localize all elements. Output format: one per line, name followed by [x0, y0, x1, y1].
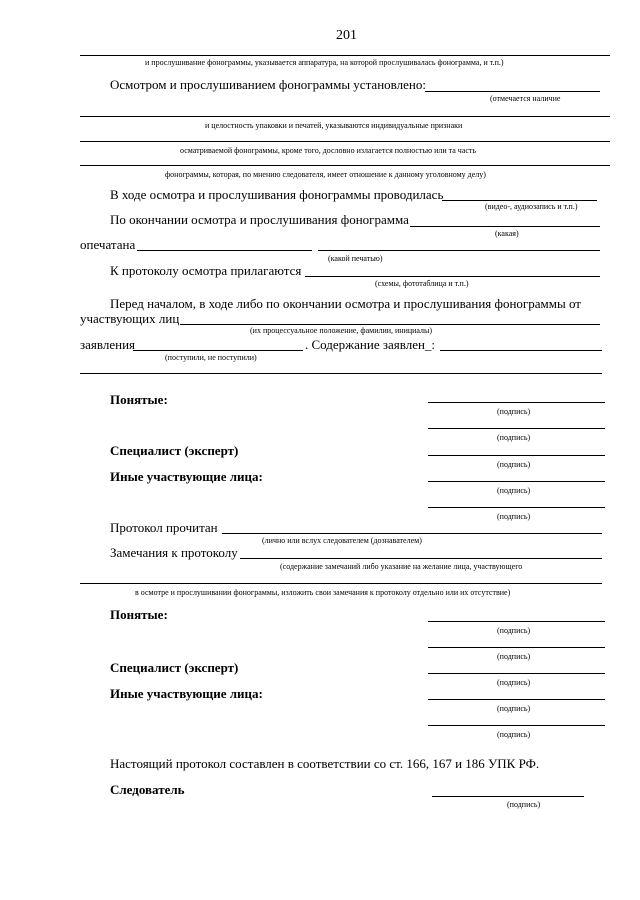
caption-signature: (подпись) [497, 730, 531, 739]
caption-signature: (подпись) [497, 486, 531, 495]
caption-signature: (подпись) [497, 704, 531, 713]
label-witnesses: Понятые: [110, 392, 168, 407]
caption-received: (поступили, не поступили) [165, 353, 257, 362]
page-number: 201 [336, 28, 357, 43]
fill-line[interactable] [180, 324, 600, 325]
label-statements: заявления [80, 337, 136, 352]
fill-line[interactable] [133, 350, 303, 351]
label-investigator: Следователь [110, 782, 185, 797]
label-sealed: опечатана [80, 237, 136, 252]
caption-signature: (подпись) [507, 800, 541, 809]
fill-line[interactable] [442, 200, 597, 201]
signature-line[interactable] [428, 725, 605, 726]
fill-line[interactable] [80, 165, 610, 166]
fill-line[interactable] [80, 583, 602, 584]
caption-signature: (подпись) [497, 678, 531, 687]
label-attached: К протоколу осмотра прилагаются [110, 263, 302, 278]
caption-remarks: (содержание замечаний либо указание на желание лица, участвующего [280, 562, 523, 571]
label-protocol-read: Протокол прочитан [110, 520, 218, 535]
fill-line[interactable] [305, 276, 600, 277]
caption-seal: (какой печатью) [328, 254, 383, 263]
caption-examined: осматриваемой фонограммы, кроме того, дословно излагается полностью или та часть [180, 146, 477, 155]
caption-read-by: (лично или вслух следователем (дознавателем) [262, 536, 422, 545]
signature-line[interactable] [432, 796, 584, 797]
label-statements-content: . Содержание заявлен_: [305, 337, 436, 352]
fill-line[interactable] [410, 226, 600, 227]
caption-participants: (их процессуальное положение, фамилии, инициалы) [250, 326, 433, 335]
fill-line[interactable] [80, 141, 610, 142]
fill-line[interactable] [80, 373, 602, 374]
fill-line[interactable] [80, 116, 610, 117]
fill-line[interactable] [240, 558, 602, 559]
fill-line[interactable] [440, 350, 602, 351]
label-recording: В ходе осмотра и прослушивания фонограммы проводилась [110, 187, 444, 202]
caption-schemes: (схемы, фототаблица и т.п.) [375, 279, 469, 288]
fill-line[interactable] [318, 250, 600, 251]
caption-recording: (видео-, аудиозапись и т.п.) [485, 202, 578, 211]
signature-line[interactable] [428, 507, 605, 508]
caption-signature: (подпись) [497, 626, 531, 635]
caption-signature: (подпись) [497, 407, 531, 416]
caption-marked: (отмечается наличие [490, 94, 561, 103]
text-closing: Настоящий протокол составлен в соответствии со ст. 166, 167 и 186 УПК РФ. [110, 756, 540, 771]
label-specialist: Специалист (эксперт) [110, 660, 239, 675]
signature-line[interactable] [428, 699, 605, 700]
caption-equipment: и прослушивание фонограммы, указывается аппаратура, на которой прослушивалась фонограмма, и т.п.) [145, 58, 504, 67]
caption-signature: (подпись) [497, 652, 531, 661]
signature-line[interactable] [428, 647, 605, 648]
signature-line[interactable] [428, 428, 605, 429]
caption-which: (какая) [495, 229, 519, 238]
signature-line[interactable] [428, 621, 605, 622]
label-other-participants: Иные участвующие лица: [110, 469, 263, 484]
signature-line[interactable] [428, 455, 605, 456]
label-other-participants: Иные участвующие лица: [110, 686, 263, 701]
signature-line[interactable] [428, 673, 605, 674]
caption-remarks-2: в осмотре и прослушивании фонограммы, изложить свои замечания к протоколу отдельно или их отсутствие) [135, 588, 511, 597]
signature-line[interactable] [428, 481, 605, 482]
fill-line[interactable] [137, 250, 312, 251]
label-after: По окончании осмотра и прослушивания фонограмма [110, 212, 409, 227]
caption-phonogram: фонограммы, которая, по мнению следователя, имеет отношение к данному уголовному делу) [165, 170, 486, 179]
label-specialist: Специалист (эксперт) [110, 443, 239, 458]
label-remarks: Замечания к протоколу [110, 545, 238, 560]
caption-signature: (подпись) [497, 512, 531, 521]
label-witnesses: Понятые: [110, 607, 168, 622]
caption-signature: (подпись) [497, 460, 531, 469]
fill-line[interactable] [425, 91, 600, 92]
fill-line[interactable] [222, 533, 602, 534]
fill-line[interactable] [80, 55, 610, 56]
caption-signature: (подпись) [497, 433, 531, 442]
text-statements-intro: Перед началом, в ходе либо по окончании осмотра и прослушивания фонограммы от [110, 296, 581, 311]
label-participants: участвующих лиц [80, 311, 180, 326]
label-established: Осмотром и прослушиванием фонограммы установлено: [110, 77, 426, 92]
signature-line[interactable] [428, 402, 605, 403]
caption-integrity: и целостность упаковки и печатей, указываются индивидуальные признаки [205, 121, 463, 130]
